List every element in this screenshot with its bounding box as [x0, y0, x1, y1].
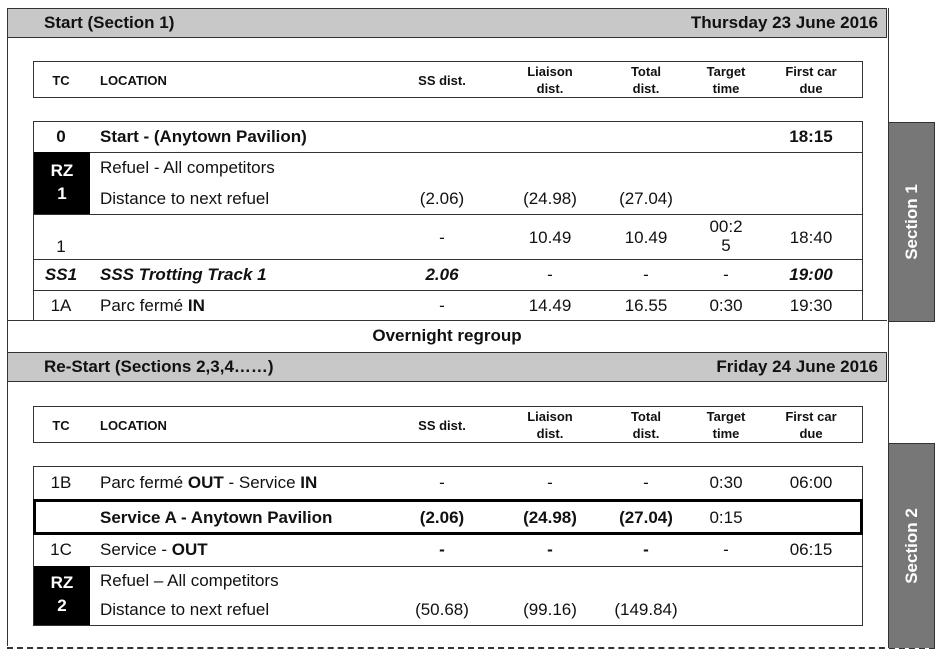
header-first-2: due [799, 426, 823, 441]
ss-cell: (2.06) [419, 508, 465, 527]
table-row-refuel [34, 153, 862, 184]
location-cell [100, 296, 205, 316]
liaison-cell: (24.98) [523, 508, 577, 527]
page-cut-line [7, 647, 935, 649]
total-cell: - [643, 265, 649, 284]
section2-title: Re-Start (Sections 2,3,4……) [44, 357, 274, 376]
header-target-2: time [712, 81, 740, 96]
location-text: - Service [223, 473, 301, 492]
target-cell: 00:2 [709, 217, 743, 236]
header-tc: TC [52, 418, 70, 433]
table-row-service-a [33, 499, 863, 535]
location-emphasis: OUT [171, 540, 208, 559]
tc-cell: 1 [56, 237, 66, 256]
table-row-start [34, 122, 862, 153]
header-target-2: time [712, 426, 740, 441]
section2-header-row [33, 406, 863, 443]
location-emphasis: IN [300, 473, 318, 492]
location-text: Parc fermé [100, 296, 188, 315]
section1-table [33, 121, 863, 321]
header-liaison-1: Liaison [527, 409, 573, 424]
table-row-tc1c [34, 534, 862, 565]
header-location: LOCATION [100, 73, 167, 88]
liaison-cell: 14.49 [528, 296, 572, 315]
table-row-tc1 [34, 215, 862, 259]
due-cell: 06:00 [789, 473, 833, 492]
section1-side-label: Section 1 [901, 184, 921, 260]
table-row-ss1 [34, 260, 862, 291]
header-ss-dist: SS dist. [418, 73, 466, 88]
location-emphasis: OUT [187, 473, 224, 492]
table-row-next-refuel [34, 184, 862, 215]
total-cell: - [643, 540, 649, 559]
header-total-2: dist. [632, 426, 660, 441]
rz2-label: RZ [50, 573, 74, 592]
rz2-number: 2 [57, 596, 67, 615]
header-liaison-2: dist. [536, 426, 564, 441]
section2-band [7, 352, 887, 382]
section1-side-tab [888, 122, 935, 322]
ss-cell: 2.06 [425, 265, 459, 284]
total-cell: (27.04) [619, 189, 673, 208]
liaison-cell: - [547, 473, 553, 492]
header-target-1: Target [706, 64, 746, 79]
target-cell: - [723, 265, 729, 284]
section2-side-label: Section 2 [901, 508, 921, 584]
ss-cell: (2.06) [419, 189, 465, 208]
header-location: LOCATION [100, 418, 167, 433]
header-first-1: First car [785, 409, 837, 424]
liaison-cell: (24.98) [523, 189, 577, 208]
location-cell: SSS Trotting Track 1 [100, 265, 267, 284]
location-cell: Start - (Anytown Pavilion) [100, 127, 307, 146]
total-cell: (27.04) [619, 508, 673, 527]
location-emphasis: IN [187, 296, 205, 315]
total-cell: 10.49 [624, 228, 668, 247]
ss-cell: - [439, 296, 445, 315]
section1-date: Thursday 23 June 2016 [690, 13, 878, 32]
total-cell: - [643, 473, 649, 492]
section-divider [7, 320, 887, 321]
table-row-next-refuel [34, 596, 862, 627]
due-cell: 18:15 [789, 127, 833, 146]
location-cell: Distance to next refuel [100, 189, 270, 208]
tc-cell: 0 [56, 127, 66, 146]
rz1-label: RZ [50, 161, 74, 180]
liaison-cell: - [547, 265, 553, 284]
location-text: Parc fermé [100, 473, 188, 492]
section1-band [7, 8, 887, 38]
location-text: Service - [100, 540, 172, 559]
section2-table [33, 466, 863, 626]
total-cell: 16.55 [624, 296, 668, 315]
header-liaison-1: Liaison [527, 64, 573, 79]
due-cell: 19:30 [789, 296, 833, 315]
header-liaison-2: dist. [536, 81, 564, 96]
table-row-tc1b [34, 467, 862, 498]
rz1-number: 1 [57, 184, 67, 203]
tc-cell: 1B [50, 473, 72, 492]
section2-date: Friday 24 June 2016 [716, 357, 878, 376]
location-cell [100, 473, 317, 493]
header-total-1: Total [630, 409, 662, 424]
table-row-refuel [34, 567, 862, 598]
section1-title: Start (Section 1) [44, 13, 175, 32]
header-ss-dist: SS dist. [418, 418, 466, 433]
location-cell: Refuel - All competitors [100, 158, 275, 177]
table-row-tc1a [34, 291, 862, 322]
header-target-1: Target [706, 409, 746, 424]
target-cell: 0:30 [709, 296, 743, 315]
location-cell: Distance to next refuel [100, 600, 270, 619]
ss-cell: (50.68) [415, 600, 469, 619]
header-total-2: dist. [632, 81, 660, 96]
liaison-cell: - [547, 540, 553, 559]
ss-cell: - [439, 540, 445, 559]
liaison-cell: (99.16) [523, 600, 577, 619]
ss-cell: - [439, 228, 445, 247]
due-cell: 06:15 [789, 540, 833, 559]
header-first-1: First car [785, 64, 837, 79]
tc-cell: 1A [50, 296, 72, 315]
target-cell: - [723, 540, 729, 559]
overnight-label: Overnight regroup [372, 326, 522, 345]
target-cell-wrap: 5 [721, 236, 731, 255]
tc-cell: 1C [50, 540, 72, 559]
target-cell: 0:30 [709, 473, 743, 492]
due-cell: 18:40 [789, 228, 833, 247]
header-tc: TC [52, 73, 70, 88]
header-total-1: Total [630, 64, 662, 79]
header-first-2: due [799, 81, 823, 96]
ss-cell: - [439, 473, 445, 492]
section2-side-tab [888, 443, 935, 648]
target-cell: 0:15 [709, 508, 743, 527]
tc-cell: SS1 [44, 265, 78, 284]
section1-header-row [33, 61, 863, 98]
total-cell: (149.84) [614, 600, 678, 619]
location-cell: Refuel – All competitors [100, 571, 279, 590]
location-cell [100, 540, 208, 560]
due-cell: 19:00 [789, 265, 833, 284]
liaison-cell: 10.49 [528, 228, 572, 247]
location-cell: Service A - Anytown Pavilion [100, 508, 333, 527]
